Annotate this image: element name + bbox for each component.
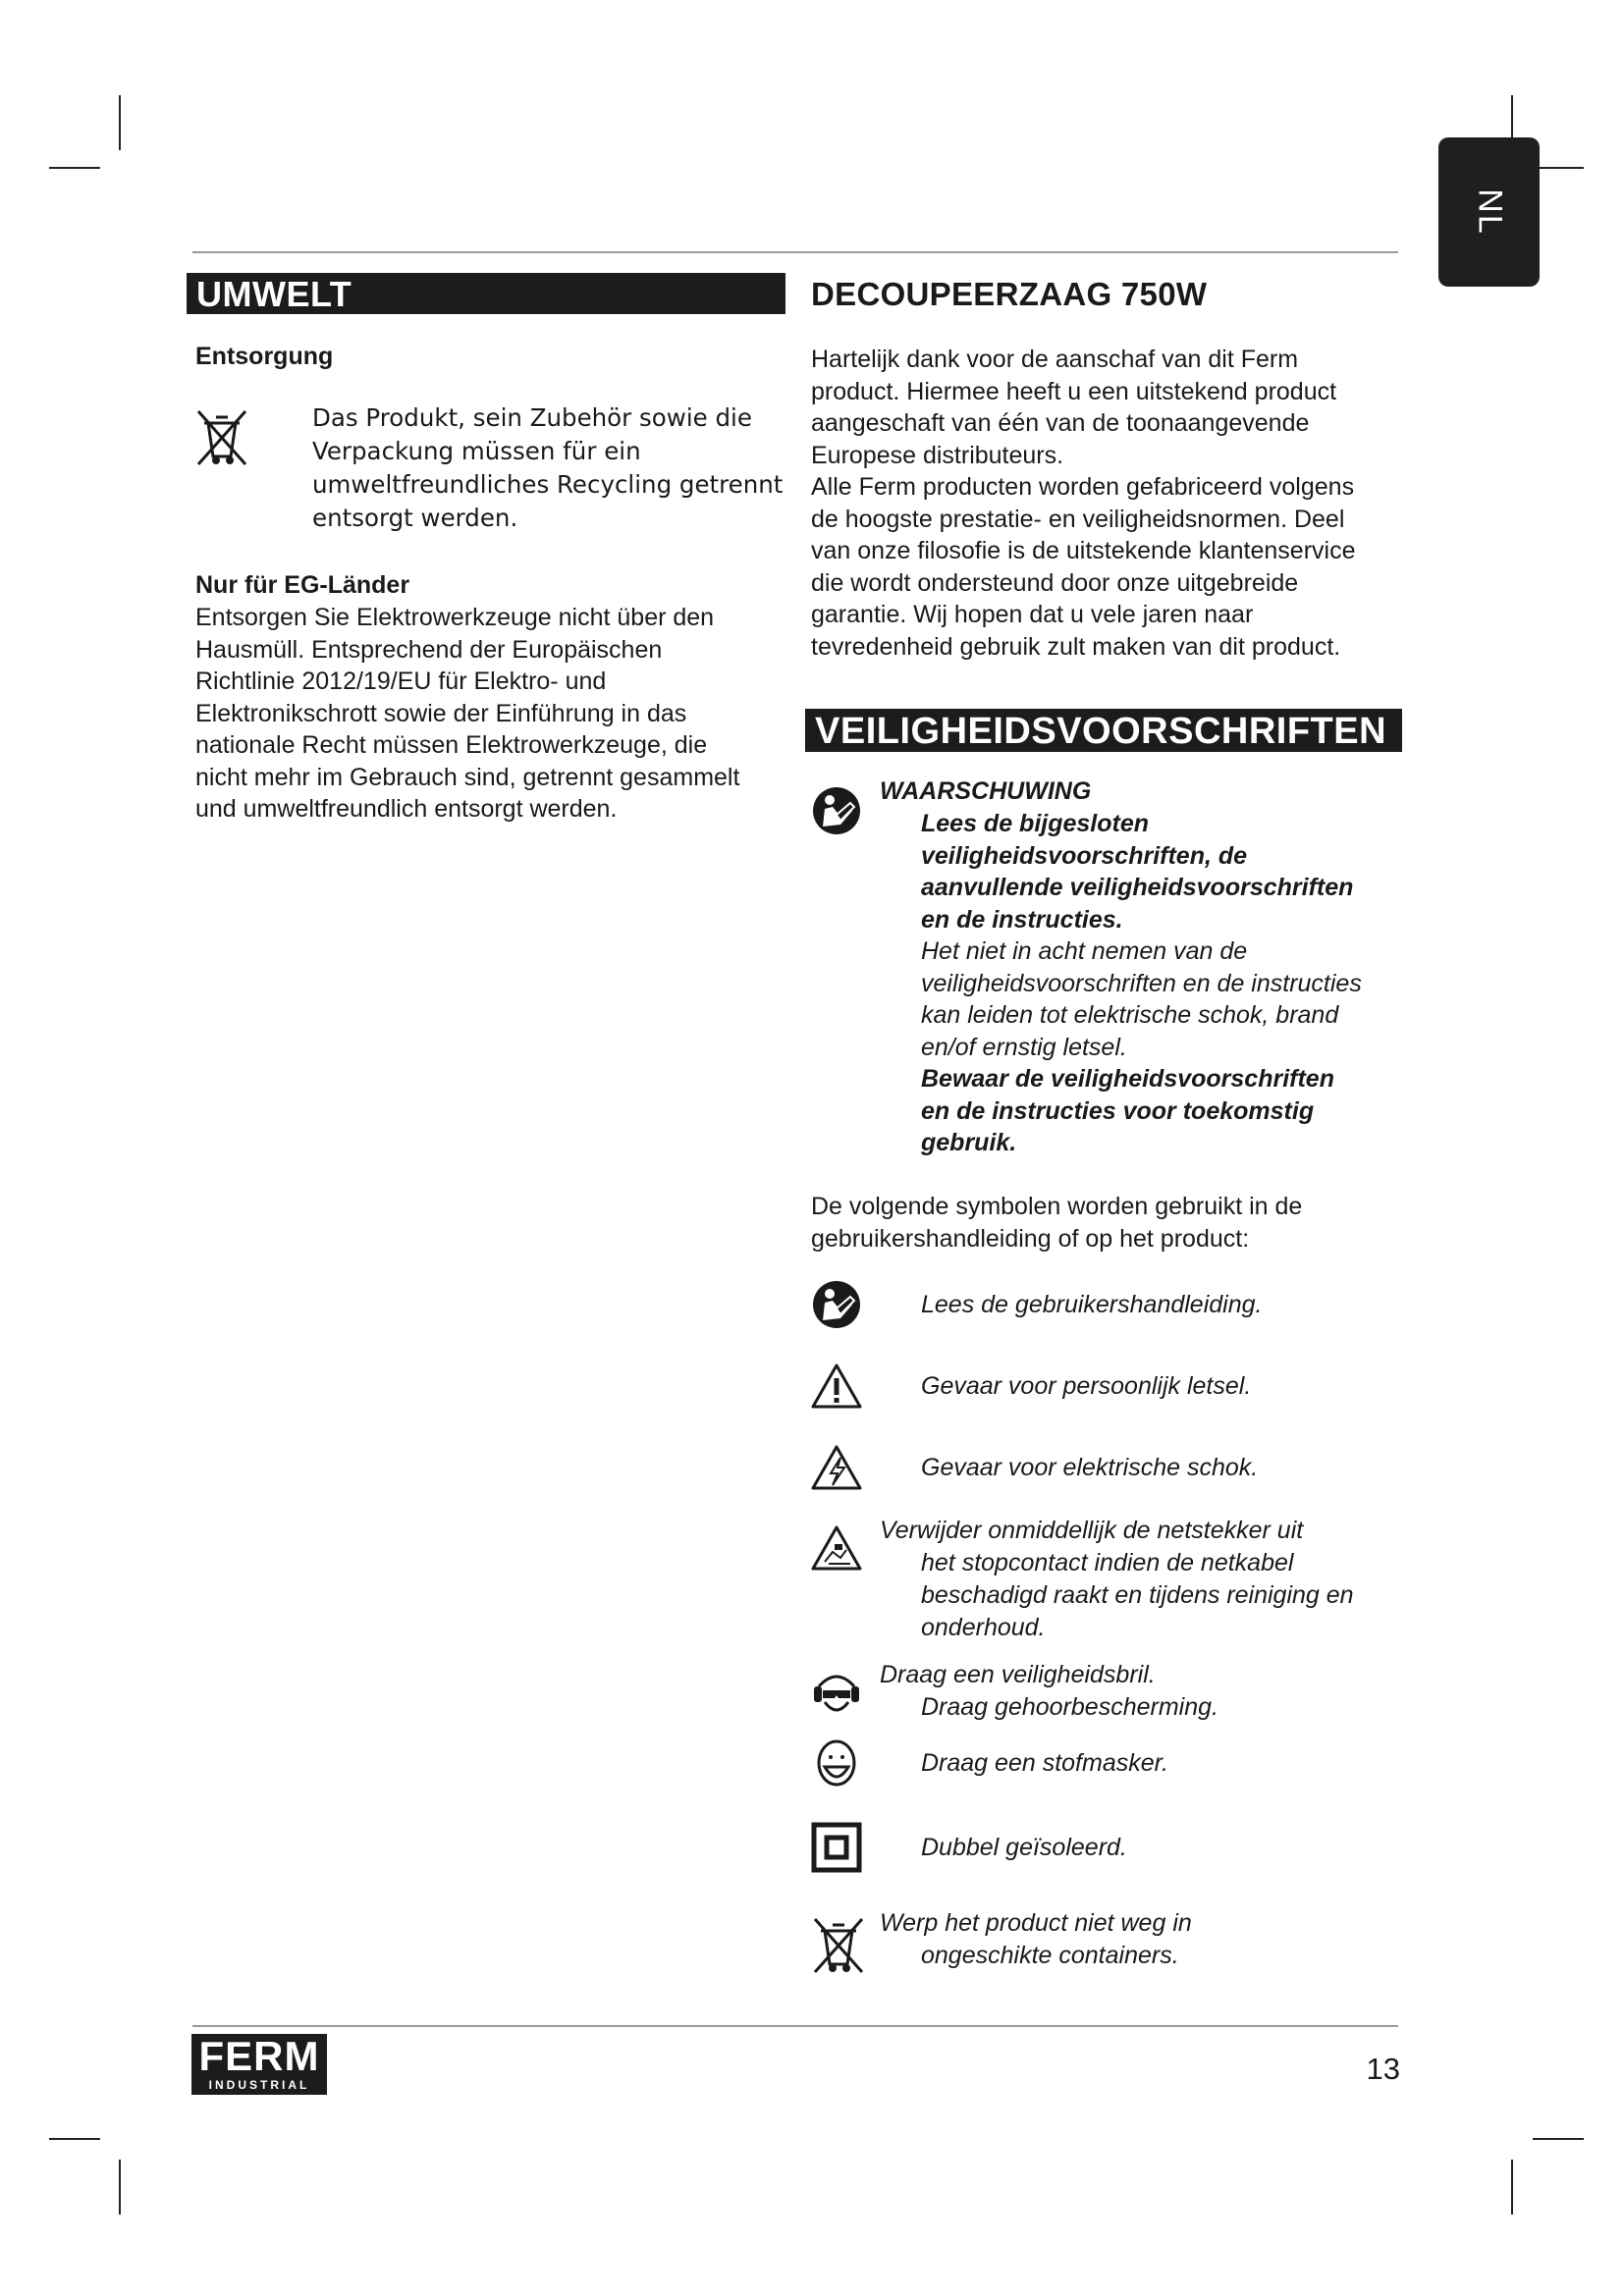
symbol-text <box>880 1907 1192 1972</box>
symbol-line: Werp het product niet weg in <box>880 1909 1192 1937</box>
logo-sub: INDUSTRIAL <box>208 2078 310 2092</box>
symbol-line: Draag gehoorbescherming. <box>921 1693 1218 1721</box>
disposal-line: entsorgt werden. <box>312 504 518 532</box>
disposal-line: umweltfreundliches Recycling getrennt <box>312 470 784 499</box>
intro-line: Europese distributeurs. <box>811 441 1064 469</box>
warning-line: kan leiden tot elektrische schok, brand <box>921 1001 1339 1029</box>
disposal-title: Entsorgung <box>195 343 334 370</box>
symbol-text <box>880 1515 1354 1644</box>
symbol-text <box>921 1747 1168 1780</box>
double-insulated-icon <box>811 1822 862 1873</box>
language-tab <box>1438 137 1540 287</box>
warning-bold-line: en de instructies voor toekomstig <box>921 1096 1315 1125</box>
intro-line: product. Hiermee heeft u een uitstekend product <box>811 377 1337 405</box>
crop-mark <box>1511 2160 1513 2215</box>
goggles-earmuffs-icon <box>809 1665 864 1720</box>
symbol-line: onderhoud. <box>921 1614 1046 1641</box>
warning-bold-line: gebruik. <box>921 1129 1017 1156</box>
symbol-line: Gevaar voor elektrische schok. <box>921 1454 1259 1481</box>
eu-line: Hausmüll. Entsprechend der Europäischen <box>195 635 663 664</box>
intro-line: de hoogste prestatie- en veiligheidsnormen. Deel <box>811 505 1345 533</box>
section-heading-safety: VEILIGHEIDSVOORSCHRIFTEN <box>805 709 1402 752</box>
crop-mark <box>49 2138 100 2140</box>
disposal-line: Das Produkt, sein Zubehör sowie die <box>312 403 752 432</box>
crossed-bin-icon <box>194 405 249 468</box>
warning-line: veiligheidsvoorschriften en de instructies <box>921 969 1362 997</box>
symbol-text <box>921 1832 1127 1864</box>
ferm-logo <box>191 2034 327 2095</box>
eu-line: Richtlinie 2012/19/EU für Elektro- und <box>195 667 607 695</box>
product-title: DECOUPEERZAAG 750W <box>811 276 1208 312</box>
intro-line: garantie. Wij hopen dat u vele jaren naar <box>811 601 1254 628</box>
electric-shock-icon <box>811 1444 862 1491</box>
warning-label: WAARSCHUWING <box>880 777 1092 805</box>
intro-paragraph <box>811 344 1410 663</box>
warning-bold-line: Bewaar de veiligheidsvoorschriften <box>921 1065 1334 1093</box>
symbol-line: het stopcontact indien de netkabel <box>921 1549 1294 1576</box>
symbol-line: Draag een stofmasker. <box>921 1749 1168 1777</box>
crop-mark <box>1533 2138 1584 2140</box>
symbols-intro-line: gebruikershandleiding of op het product: <box>811 1224 1250 1253</box>
symbol-line: Lees de gebruikershandleiding. <box>921 1291 1263 1318</box>
warning-bold-line: veiligheidsvoorschriften, de <box>921 841 1248 870</box>
warning-text <box>921 808 1412 1159</box>
symbol-line: Dubbel geïsoleerd. <box>921 1834 1127 1861</box>
intro-line: tevredenheid gebruik zult maken van dit product. <box>811 632 1341 661</box>
eu-title: Nur für EG-Länder <box>195 571 410 599</box>
intro-line: van onze filosofie is de uitstekende klantenservice <box>811 537 1356 564</box>
left-column <box>187 273 785 823</box>
symbol-line: Verwijder onmiddellijk de netstekker uit <box>880 1517 1304 1544</box>
section-heading-umwelt: UMWELT <box>187 273 785 314</box>
symbols-intro <box>811 1191 1410 1255</box>
logo-word: FERM <box>198 2033 320 2079</box>
crop-mark <box>49 167 100 169</box>
warning-bold-line: Lees de bijgesloten <box>921 810 1150 837</box>
symbol-text <box>880 1659 1218 1724</box>
top-rule <box>192 251 1398 253</box>
warning-line: Het niet in acht nemen van de <box>921 937 1248 965</box>
crop-mark <box>119 95 121 150</box>
warning-triangle-icon <box>811 1362 862 1410</box>
page-number: 13 <box>1366 2052 1400 2086</box>
symbols-intro-line: De volgende symbolen worden gebruikt in de <box>811 1193 1303 1220</box>
eu-line: Elektronikschrott sowie der Einführung in das <box>195 699 687 727</box>
crossed-bin-icon <box>811 1913 866 1976</box>
eu-line: Entsorgen Sie Elektrowerkzeuge nicht über den <box>195 604 715 631</box>
manual-icon <box>811 1279 862 1330</box>
symbol-text <box>921 1289 1262 1321</box>
crop-mark <box>119 2160 121 2215</box>
warning-bold-line: en de instructies. <box>921 905 1123 934</box>
warning-bold-line: aanvullende veiligheidsvoorschriften <box>921 874 1354 901</box>
manual-icon <box>811 785 862 836</box>
symbol-text <box>921 1452 1258 1484</box>
symbol-text <box>921 1370 1251 1403</box>
eu-line: und umweltfreundlich entsorgt werden. <box>195 795 618 823</box>
dust-mask-icon <box>811 1737 862 1790</box>
eu-line: nationale Recht müssen Elektrowerkzeuge, die <box>195 731 708 759</box>
eu-paragraph <box>195 602 804 826</box>
eu-line: nicht mehr im Gebrauch sind, getrennt gesammelt <box>195 763 740 791</box>
disposal-line: Verpackung müssen für ein <box>312 437 641 465</box>
intro-line: aangeschaft van één van de toonaangevende <box>811 409 1310 437</box>
bottom-rule <box>192 2025 1398 2027</box>
intro-line: Alle Ferm producten worden gefabriceerd volgens <box>811 473 1355 501</box>
warning-line: en/of ernstig letsel. <box>921 1033 1127 1061</box>
intro-line: die wordt ondersteund door onze uitgebreide <box>811 568 1299 597</box>
symbol-line: ongeschikte containers. <box>921 1942 1179 1969</box>
symbol-line: Draag een veiligheidsbril. <box>880 1661 1156 1688</box>
disposal-text <box>312 401 783 535</box>
symbol-line: beschadigd raakt en tijdens reiniging en <box>921 1581 1354 1609</box>
crop-mark <box>1533 167 1584 169</box>
language-tab-label: NL <box>1471 188 1508 236</box>
symbol-line: Gevaar voor persoonlijk letsel. <box>921 1372 1252 1400</box>
intro-line: Hartelijk dank voor de aanschaf van dit Ferm <box>811 346 1299 373</box>
unplug-icon <box>811 1524 862 1572</box>
